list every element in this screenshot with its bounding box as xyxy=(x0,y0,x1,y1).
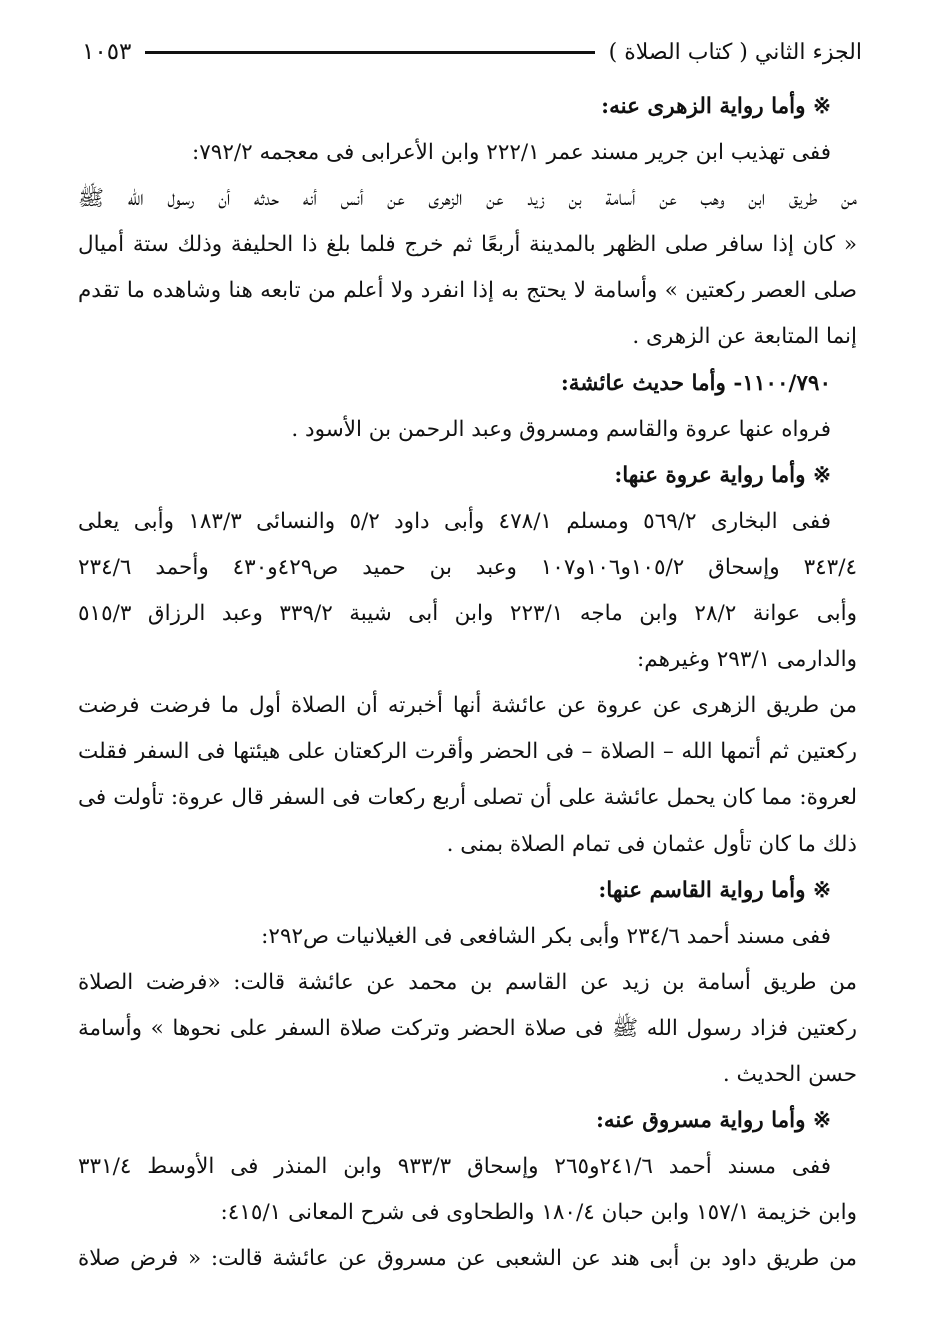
section-heading: ※ وأما رواية عروة عنها: xyxy=(614,462,831,488)
text-line: من طريق أسامة بن زيد عن القاسم بن محمد عن عائشة قالت: «فرضت الصلاة xyxy=(78,969,857,995)
text-line: صلى العصر ركعتين » وأسامة لا يحتج به إذا انفرد ولا أعلم من تابعه هنا وشاهده ما تقدم xyxy=(78,278,857,304)
text-line: إنما المتابعة عن الزهرى . xyxy=(632,324,857,350)
running-title: الجزء الثاني ( كتاب الصلاة ) xyxy=(608,39,862,65)
text-line: ركعتين فزاد رسول الله ﷺ فى صلاة الحضر وتركت صلاة السفر على نحوها » وأسامة xyxy=(78,1015,857,1041)
text-line: من طريق ابن وهب عن أسامة بن زيد عن الزهرى عن أنس أنه حدثه أن رسول الله ﷺ xyxy=(78,186,857,212)
section-heading: ١١٠٠/٧٩٠- وأما حديث عائشة: xyxy=(560,370,831,396)
text-line: والدارمى ٢٩٣/١ وغيرهم: xyxy=(637,647,857,673)
text-line: وابن خزيمة ١٥٧/١ وابن حبان ١٨٠/٤ والطحاوى فى شرح المعانى ٤١٥/١: xyxy=(220,1200,857,1226)
text-line: لعروة: مما كان يحمل عائشة على أن تصلى أربع ركعات فى السفر قال عروة: تأولت فى xyxy=(78,785,857,811)
body-text xyxy=(78,84,857,1282)
text-line: ذلك ما كان تأول عثمان فى تمام الصلاة بمنى . xyxy=(446,831,857,857)
section-heading: ※ وأما رواية الزهرى عنه: xyxy=(601,94,831,119)
text-line: ٣٤٣/٤ وإسحاق ١٠٥/٢و١٠٦و١٠٧ وعبد بن حميد ص٤٢٩و٤٣٠ وأحمد ٢٣٤/٦ xyxy=(78,554,857,580)
text-line: « كان إذا سافر صلى الظهر بالمدينة أربعًا ثم خرج فلما بلغ ذا الحليفة وذلك ستة أميال xyxy=(78,232,857,258)
text-line: ففى تهذيب ابن جرير مسند عمر ٢٢٢/١ وابن الأعرابى فى معجمه ٧٩٢/٢: xyxy=(191,140,831,166)
text-line: من طريق الزهرى عن عروة عن عائشة أنها أخبرته أن الصلاة أول ما فرضت فرضت xyxy=(78,693,857,719)
text-line: ركعتين ثم أتمها الله – الصلاة – فى الحضر وأقرت الركعتان على هيئتها فى السفر فقلت xyxy=(78,739,857,765)
page-header xyxy=(82,32,862,72)
text-line: ففى مسند أحمد ٢٤١/٦و٢٦٥ وإسحاق ٩٣٣/٣ وابن المنذر فى الأوسط ٣٣١/٤ xyxy=(78,1154,831,1180)
text-line: وأبى عوانة ٢٨/٢ وابن ماجه ٢٢٣/١ وابن أبى شيبة ٣٣٩/٢ وعبد الرزاق ٥١٥/٣ xyxy=(78,601,857,627)
header-rule xyxy=(145,51,594,54)
text-line: حسن الحديث . xyxy=(722,1061,857,1087)
text-line: ففى البخارى ٥٦٩/٢ ومسلم ٤٧٨/١ وأبى داود ٥/٢ والنسائى ١٨٣/٣ وأبى يعلى xyxy=(78,508,831,534)
text-line: من طريق داود بن أبى هند عن الشعبى عن مسروق عن عائشة قالت: « فرض صلاة xyxy=(78,1246,857,1272)
text-line: فرواه عنها عروة والقاسم ومسروق وعبد الرحمن بن الأسود . xyxy=(291,416,831,442)
section-heading: ※ وأما رواية القاسم عنها: xyxy=(598,877,831,903)
page-number: ١٠٥٣ xyxy=(82,39,132,65)
section-heading: ※ وأما رواية مسروق عنه: xyxy=(595,1108,831,1134)
text-line: ففى مسند أحمد ٢٣٤/٦ وأبى بكر الشافعى فى الغيلانيات ص٢٩٢: xyxy=(261,923,831,949)
